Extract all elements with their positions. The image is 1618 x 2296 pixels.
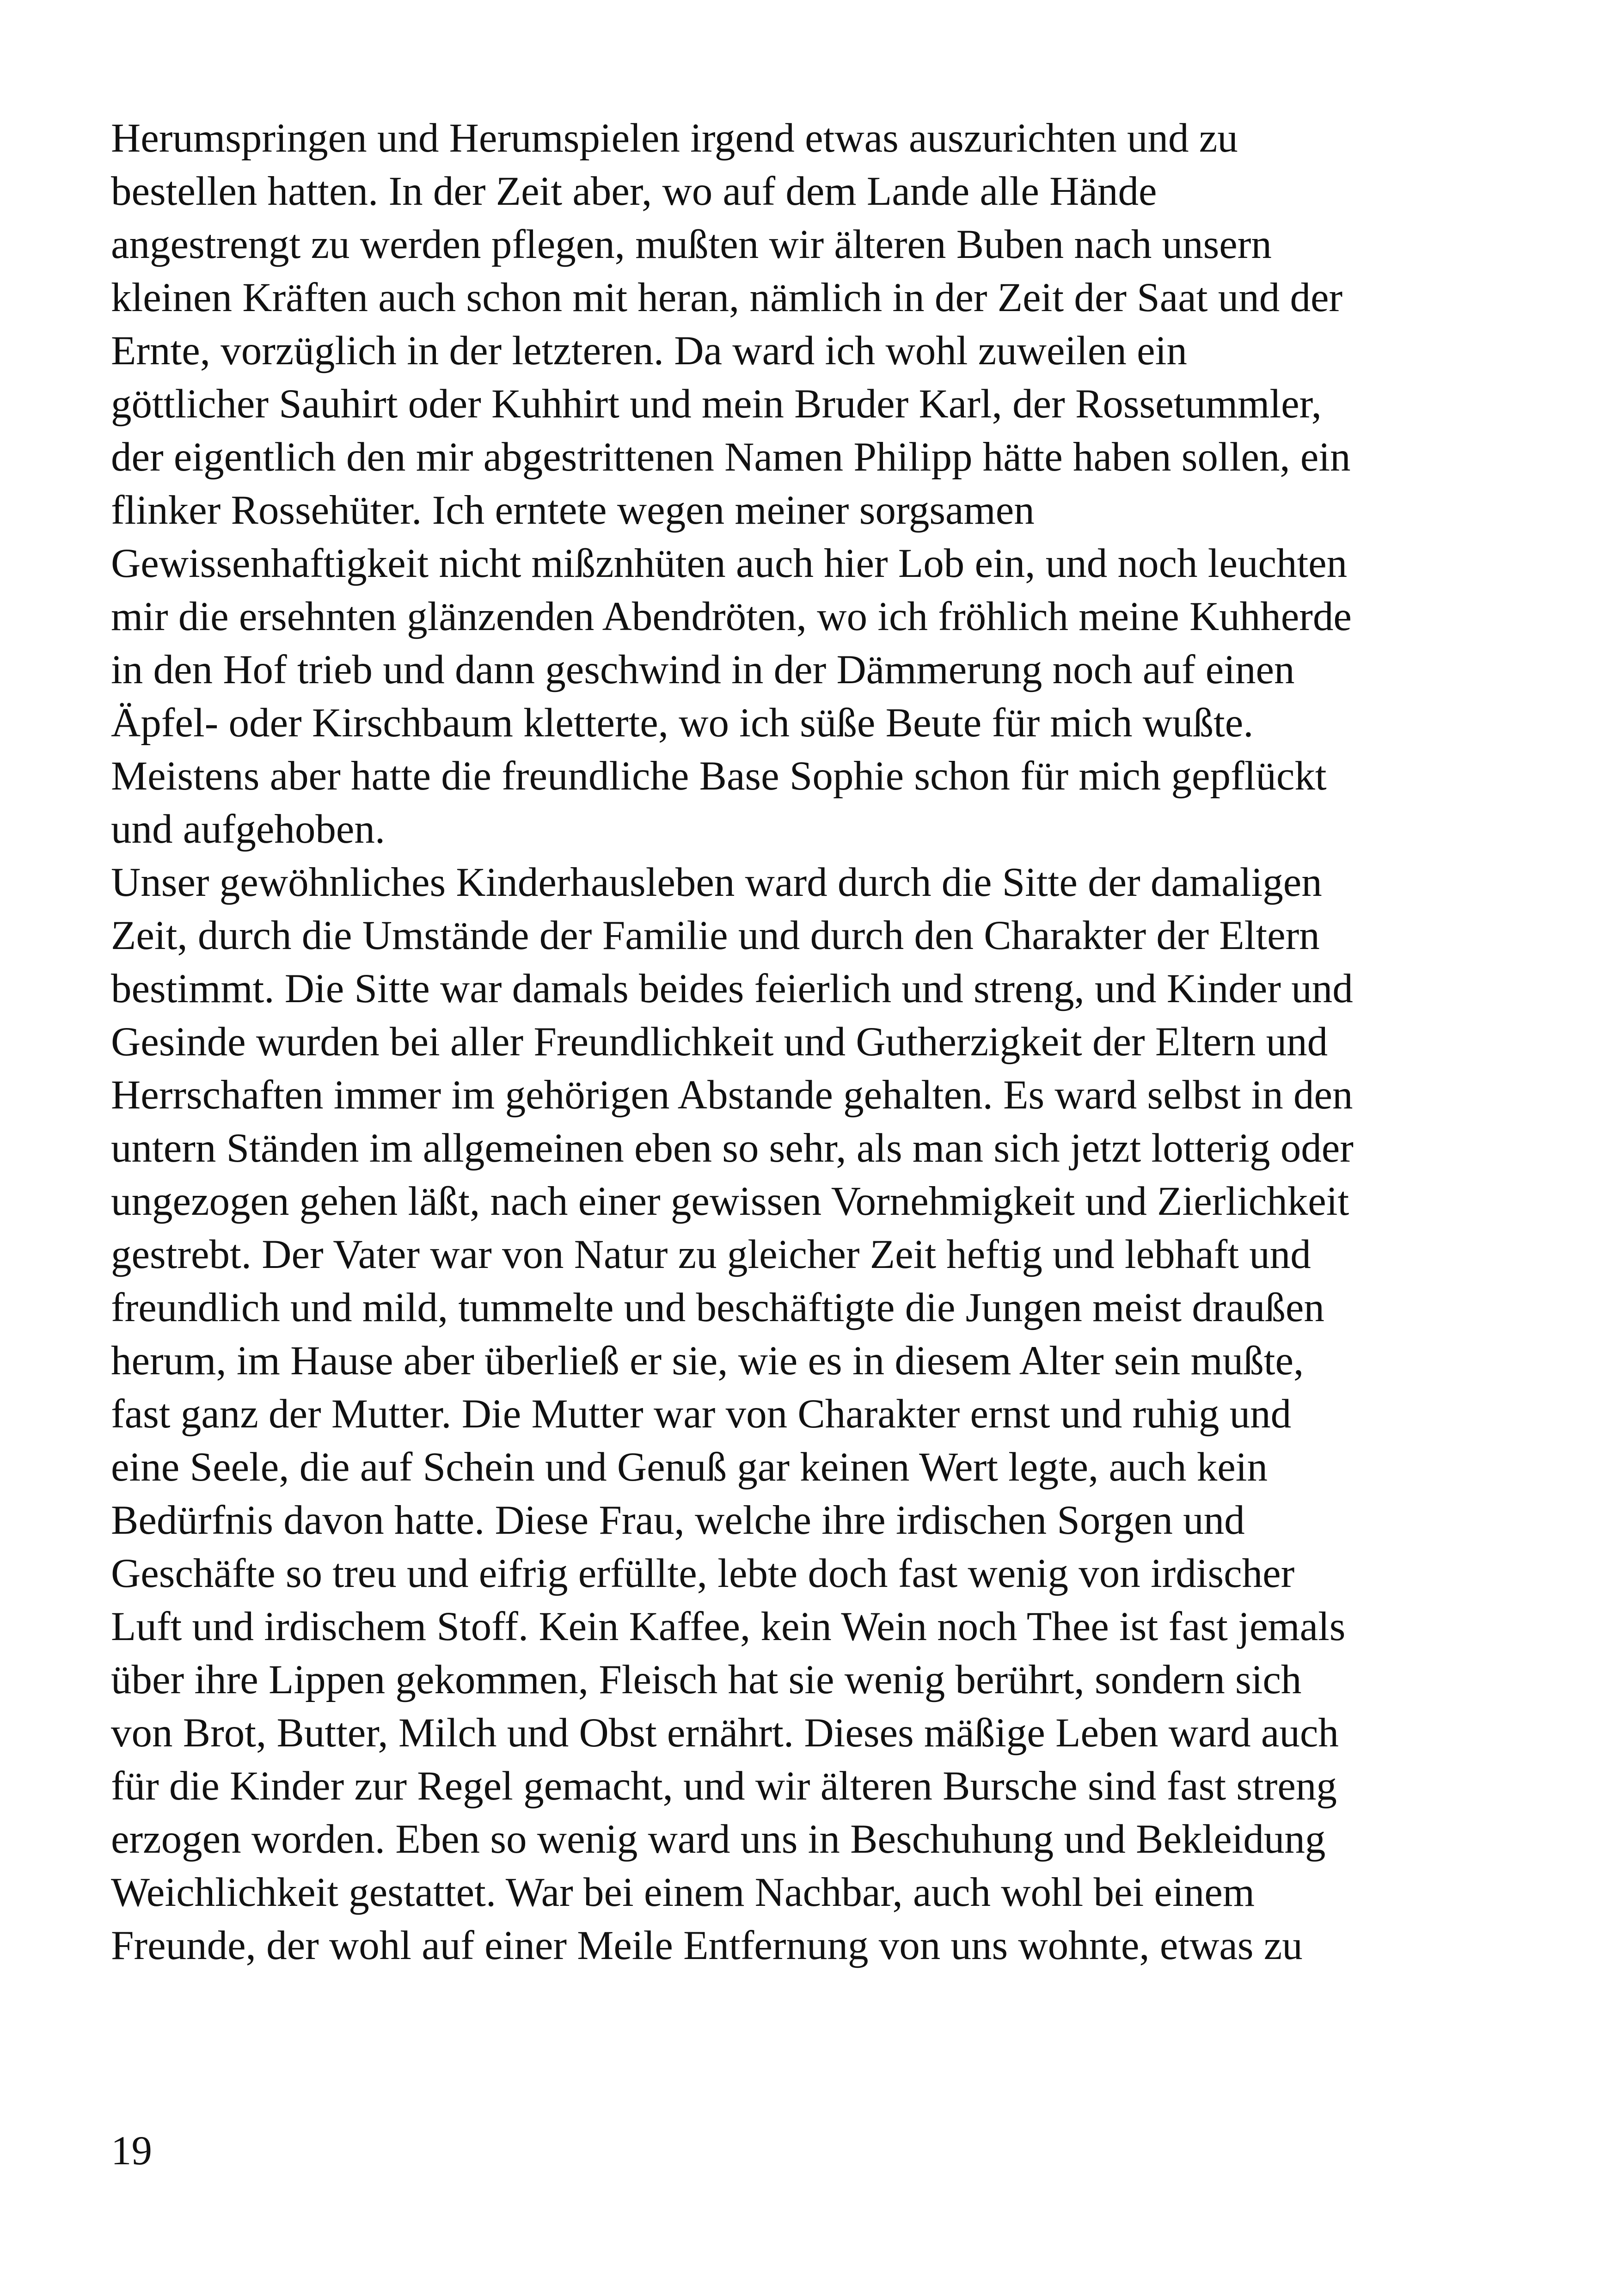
text-line: fast ganz der Mutter. Die Mutter war von Charakter ernst und ruhig und (111, 1391, 1292, 1437)
text-line: bestimmt. Die Sitte war damals beides feierlich und streng, und Kinder und (111, 966, 1353, 1011)
text-line: Unser gewöhnliches Kinderhausleben ward durch die Sitte der damaligen (111, 860, 1322, 905)
text-line: kleinen Kräften auch schon mit heran, nämlich in der Zeit der Saat und der (111, 275, 1343, 320)
page-number: 19 (111, 2128, 152, 2174)
text-line: Herrschaften immer im gehörigen Abstande gehalten. Es ward selbst in den (111, 1072, 1353, 1118)
text-line: Bedürfnis davon hatte. Diese Frau, welche ihre irdischen Sorgen und (111, 1498, 1245, 1543)
text-line: eine Seele, die auf Schein und Genuß gar keinen Wert legte, auch kein (111, 1445, 1268, 1490)
text-line: Freunde, der wohl auf einer Meile Entfernung von uns wohnte, etwas zu (111, 1923, 1303, 1968)
text-line: für die Kinder zur Regel gemacht, und wir älteren Bursche sind fast streng (111, 1763, 1337, 1809)
text-line: untern Ständen im allgemeinen eben so sehr, als man sich jetzt lotterig oder (111, 1126, 1354, 1171)
text-line: mir die ersehnten glänzenden Abendröten, wo ich fröhlich meine Kuhherde (111, 594, 1352, 639)
text-line: Geschäfte so treu und eifrig erfüllte, lebte doch fast wenig von irdischer (111, 1551, 1295, 1596)
text-line: Herumspringen und Herumspielen irgend etwas auszurichten und zu (111, 116, 1238, 161)
text-line: gestrebt. Der Vater war von Natur zu gleicher Zeit heftig und lebhaft und (111, 1232, 1311, 1277)
text-line: über ihre Lippen gekommen, Fleisch hat sie wenig berührt, sondern sich (111, 1657, 1302, 1702)
text-line: freundlich und mild, tummelte und beschäftigte die Jungen meist draußen (111, 1285, 1324, 1330)
text-line: Äpfel- oder Kirschbaum kletterte, wo ich süße Beute für mich wußte. (111, 700, 1254, 746)
text-line: Weichlichkeit gestattet. War bei einem Nachbar, auch wohl bei einem (111, 1870, 1255, 1915)
text-line: göttlicher Sauhirt oder Kuhhirt und mein Bruder Karl, der Rossetummler, (111, 381, 1322, 427)
text-line: herum, im Hause aber überließ er sie, wie es in diesem Alter sein mußte, (111, 1338, 1304, 1384)
text-line: Zeit, durch die Umstände der Familie und durch den Charakter der Eltern (111, 913, 1320, 958)
text-line: und aufgehoben. (111, 807, 386, 852)
text-line: bestellen hatten. In der Zeit aber, wo auf dem Lande alle Hände (111, 169, 1157, 214)
text-line: Gesinde wurden bei aller Freundlichkeit und Gutherzigkeit der Eltern und (111, 1019, 1328, 1065)
text-line: flinker Rossehüter. Ich erntete wegen meiner sorgsamen (111, 488, 1035, 533)
text-line: in den Hof trieb und dann geschwind in der Dämmerung noch auf einen (111, 647, 1295, 692)
text-line: Meistens aber hatte die freundliche Base Sophie schon für mich gepflückt (111, 753, 1327, 799)
text-line: Ernte, vorzüglich in der letzteren. Da ward ich wohl zuweilen ein (111, 328, 1187, 373)
text-line: ungezogen gehen läßt, nach einer gewissen Vornehmigkeit und Zierlichkeit (111, 1179, 1349, 1224)
text-line: angestrengt zu werden pflegen, mußten wir älteren Buben nach unsern (111, 222, 1272, 267)
body-text (111, 112, 1516, 1972)
text-line: von Brot, Butter, Milch und Obst ernährt. Dieses mäßige Leben ward auch (111, 1710, 1339, 1756)
text-line: der eigentlich den mir abgestrittenen Namen Philipp hätte haben sollen, ein (111, 435, 1351, 480)
text-line: Luft und irdischem Stoff. Kein Kaffee, kein Wein noch Thee ist fast jemals (111, 1604, 1346, 1649)
text-line: erzogen worden. Eben so wenig ward uns in Beschuhung und Bekleidung (111, 1817, 1326, 1862)
text-line: Gewissenhaftigkeit nicht mißznhüten auch hier Lob ein, und noch leuchten (111, 541, 1348, 586)
